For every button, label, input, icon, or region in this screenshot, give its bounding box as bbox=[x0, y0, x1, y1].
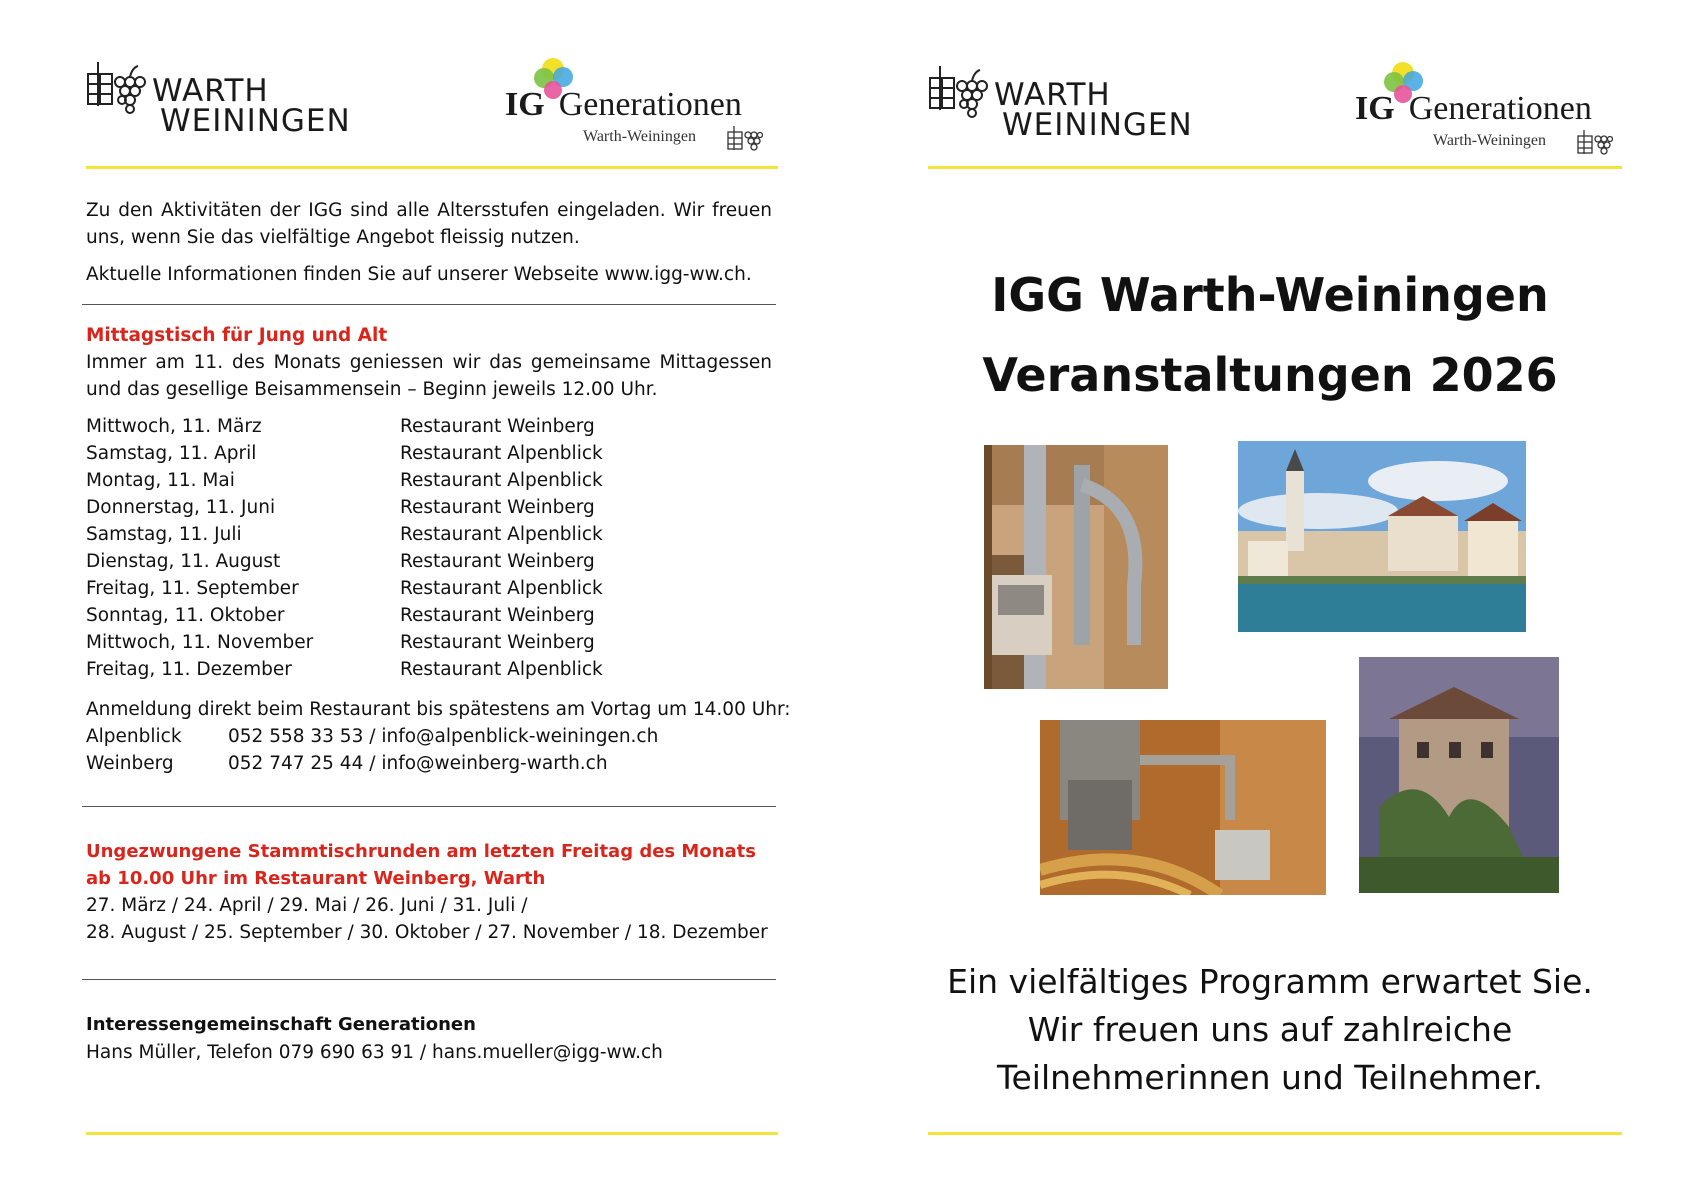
organization-name: Interessengemeinschaft Generationen bbox=[86, 1014, 476, 1035]
igg-subtitle: Warth-Weiningen bbox=[583, 128, 696, 145]
contact-name: Weinberg bbox=[86, 753, 174, 774]
schedule-date: Donnerstag, 11. Juni bbox=[86, 497, 276, 518]
schedule-place: Restaurant Alpenblick bbox=[400, 470, 603, 491]
header-divider-right bbox=[928, 166, 1622, 169]
schedule-place: Restaurant Weinberg bbox=[400, 605, 595, 626]
schedule-date: Sonntag, 11. Oktober bbox=[86, 605, 285, 626]
logo-line-warth: WARTH bbox=[994, 77, 1111, 113]
stammtisch-dates-line2: 28. August / 25. September / 30. Oktober / 27. November / 18. Dezember bbox=[86, 922, 768, 943]
logo-line-warth: WARTH bbox=[152, 73, 269, 109]
schedule-date: Freitag, 11. Dezember bbox=[86, 659, 292, 680]
schedule-date: Freitag, 11. September bbox=[86, 578, 299, 599]
stone-tower-photo bbox=[1359, 657, 1559, 893]
contact-info: 052 558 33 53 / info@alpenblick-weiningen.ch bbox=[228, 726, 659, 747]
schedule-date: Samstag, 11. April bbox=[86, 443, 257, 464]
igg-subtitle: Warth-Weiningen bbox=[1433, 132, 1546, 149]
grape-trellis-icon bbox=[86, 58, 148, 120]
contact-row bbox=[86, 750, 772, 777]
grape-trellis-icon bbox=[928, 62, 990, 124]
section-divider bbox=[82, 806, 776, 807]
website-info: Aktuelle Informationen finden Sie auf unserer Webseite www.igg-ww.ch. bbox=[86, 264, 752, 285]
schedule-place: Restaurant Alpenblick bbox=[400, 659, 603, 680]
organization-contact: Hans Müller, Telefon 079 690 63 91 / hans.mueller@igg-ww.ch bbox=[86, 1042, 663, 1063]
footer-divider-left bbox=[86, 1132, 778, 1135]
igg-prefix: IG bbox=[1355, 90, 1395, 127]
schedule-place: Restaurant Alpenblick bbox=[400, 443, 603, 464]
schedule-place: Restaurant Weinberg bbox=[400, 497, 595, 518]
restaurant-contacts bbox=[86, 723, 772, 777]
grape-trellis-icon bbox=[1577, 128, 1613, 156]
stammtisch-dates-line1: 27. März / 24. April / 29. Mai / 26. Juni / 31. Juli / bbox=[86, 895, 528, 916]
igg-name: Generationen bbox=[1408, 90, 1592, 127]
schedule-place: Restaurant Alpenblick bbox=[400, 578, 603, 599]
igg-name: Generationen bbox=[558, 86, 742, 123]
stammtisch-heading: Ungezwungene Stammtischrunden am letzten Freitag des Monats bbox=[86, 841, 756, 862]
mill-machinery-photo bbox=[984, 445, 1168, 689]
section-divider bbox=[82, 304, 776, 305]
closing-line-3: Teilnehmerinnen und Teilnehmer. bbox=[996, 1058, 1544, 1097]
closing-line-1: Ein vielfältiges Programm erwartet Sie. bbox=[947, 962, 1593, 1001]
contact-row bbox=[86, 723, 772, 750]
schedule-place: Restaurant Alpenblick bbox=[400, 524, 603, 545]
header-divider-left bbox=[86, 166, 778, 169]
schedule-date: Samstag, 11. Juli bbox=[86, 524, 242, 545]
intro-paragraph: Zu den Aktivitäten der IGG sind alle Altersstufen eingeladen. Wir freuen uns, wenn Sie das vielfältige Angebot fleissig nutzen. bbox=[86, 200, 772, 248]
contact-info: 052 747 25 44 / info@weinberg-warth.ch bbox=[228, 753, 608, 774]
schedule-date: Montag, 11. Mai bbox=[86, 470, 235, 491]
schedule-place: Restaurant Weinberg bbox=[400, 632, 595, 653]
warth-weiningen-logo bbox=[86, 58, 351, 139]
schedule-place: Restaurant Weinberg bbox=[400, 416, 595, 437]
closing-message bbox=[920, 958, 1620, 1102]
igg-prefix: IG bbox=[505, 86, 545, 123]
distillery-photo bbox=[1040, 720, 1326, 895]
ig-generationen-logo bbox=[1355, 60, 1625, 160]
page-title: IGG Warth-Weiningen bbox=[991, 268, 1549, 322]
contact-name: Alpenblick bbox=[86, 726, 182, 747]
schedule-date: Mittwoch, 11. März bbox=[86, 416, 262, 437]
grape-trellis-icon bbox=[727, 124, 763, 152]
page-subtitle: Veranstaltungen 2026 bbox=[982, 348, 1558, 402]
registration-info: Anmeldung direkt beim Restaurant bis spätestens am Vortag um 14.00 Uhr: bbox=[86, 699, 791, 720]
schedule-date: Dienstag, 11. August bbox=[86, 551, 281, 572]
logo-line-weiningen: WEININGEN bbox=[160, 103, 351, 139]
town-view-photo bbox=[1238, 441, 1526, 632]
closing-line-2: Wir freuen uns auf zahlreiche bbox=[1027, 1010, 1513, 1049]
schedule-place: Restaurant Weinberg bbox=[400, 551, 595, 572]
mittagstisch-description: Immer am 11. des Monats geniessen wir das gemeinsame Mittagessen und das gesellige Beisammensein – Beginn jeweils 12.00 Uhr. bbox=[86, 352, 772, 400]
logo-line-weiningen: WEININGEN bbox=[1002, 107, 1193, 143]
ig-generationen-logo bbox=[505, 56, 775, 156]
mittagstisch-heading: Mittagstisch für Jung und Alt bbox=[86, 325, 388, 346]
schedule-date: Mittwoch, 11. November bbox=[86, 632, 314, 653]
stammtisch-subheading: ab 10.00 Uhr im Restaurant Weinberg, Warth bbox=[86, 868, 546, 889]
footer-divider-right bbox=[928, 1132, 1622, 1135]
warth-weiningen-logo bbox=[928, 62, 1193, 143]
section-divider bbox=[82, 979, 776, 980]
